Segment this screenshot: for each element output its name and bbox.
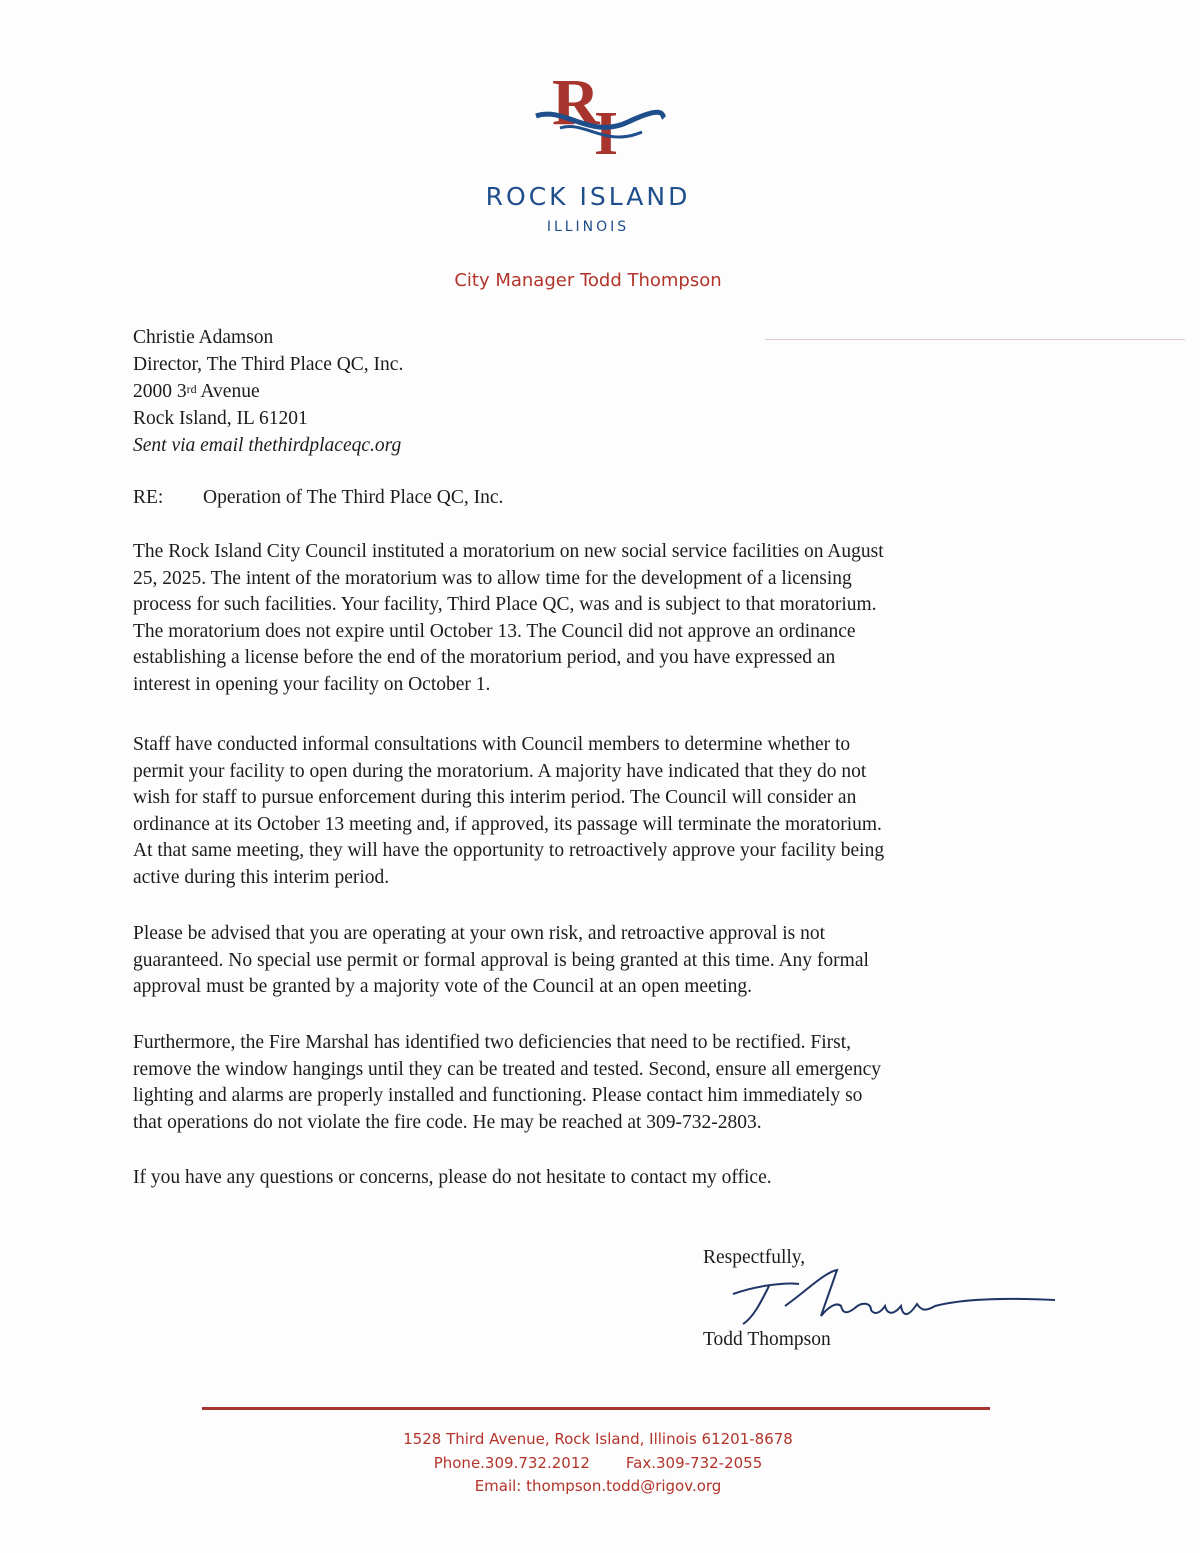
subject-line: [133, 487, 503, 509]
city-name: ROCK ISLAND: [485, 182, 691, 211]
recipient-title: Director, The Third Place QC, Inc.: [133, 354, 404, 375]
signature-image: [725, 1262, 1065, 1332]
footer-contact: [0, 1454, 1196, 1472]
recipient-address: [133, 324, 403, 459]
state-name: ILLINOIS: [546, 219, 630, 235]
svg-text:I: I: [594, 100, 619, 162]
footer-phone: Phone.309.732.2012: [433, 1454, 590, 1472]
svg-text:R: R: [552, 66, 600, 139]
footer-fax: Fax.309-732-2055: [625, 1454, 763, 1472]
subject-text: Operation of The Third Place QC, Inc.: [203, 487, 504, 508]
body-paragraph-1: The Rock Island City Council instituted a moratorium on new social service facilities on August 25, 2025. The intent of the moratorium was to allow time for the development of a licensing process for such facilities. Your facility, Third Place QC, was and is subject to that moratorium. The moratorium does not expire until October 13. The Council did not approve an ordinance establishing a license before the end of the moratorium period, and you have expressed an interest in opening your facility on October 1.: [133, 541, 884, 695]
subject-label: RE:: [133, 487, 164, 508]
delivery-note: Sent via email thethirdplaceqc.org: [133, 435, 402, 456]
body-paragraph-5: If you have any questions or concerns, please do not hesitate to contact my office.: [133, 1167, 772, 1188]
footer-divider: [202, 1407, 990, 1410]
header-divider: [765, 339, 1185, 340]
body-paragraph-3: Please be advised that you are operating at your own risk, and retroactive approval is not guaranteed. No special use permit or formal approval is being granted at this time. Any formal approval must be granted by a majority vote of the Council at an open meeting.: [133, 923, 869, 997]
closing-salutation: Respectfully,: [703, 1247, 806, 1268]
recipient-name: Christie Adamson: [133, 327, 274, 348]
footer-email: Email: thompson.todd@rigov.org: [474, 1477, 722, 1495]
rock-island-logo: [530, 62, 670, 162]
signer-name: Todd Thompson: [703, 1329, 831, 1350]
recipient-city-state: Rock Island, IL 61201: [133, 408, 308, 429]
office-title: City Manager Todd Thompson: [454, 270, 722, 291]
recipient-street: 2000 3rd Avenue: [133, 381, 260, 402]
body-paragraph-4: Furthermore, the Fire Marshal has identified two deficiencies that need to be rectified. First, remove the window hangings until they can be treated and tested. Second, ensure all emergency lighting and alarms are properly installed and functioning. Please contact him immediately so that operations do not violate the fire code. He may be reached at 309-732-2803.: [133, 1032, 881, 1133]
body-paragraph-2: Staff have conducted informal consultations with Council members to determine whether to permit your facility to open during the moratorium. A majority have indicated that they do not wish for staff to pursue enforcement during this interim period. The Council will consider an ordinance at its October 13 meeting and, if approved, its passage will terminate the moratorium. At that same meeting, they will have the opportunity to retroactively approve your facility being active during this interim period.: [133, 734, 885, 888]
footer-address: 1528 Third Avenue, Rock Island, Illinois 61201-8678: [403, 1430, 793, 1448]
